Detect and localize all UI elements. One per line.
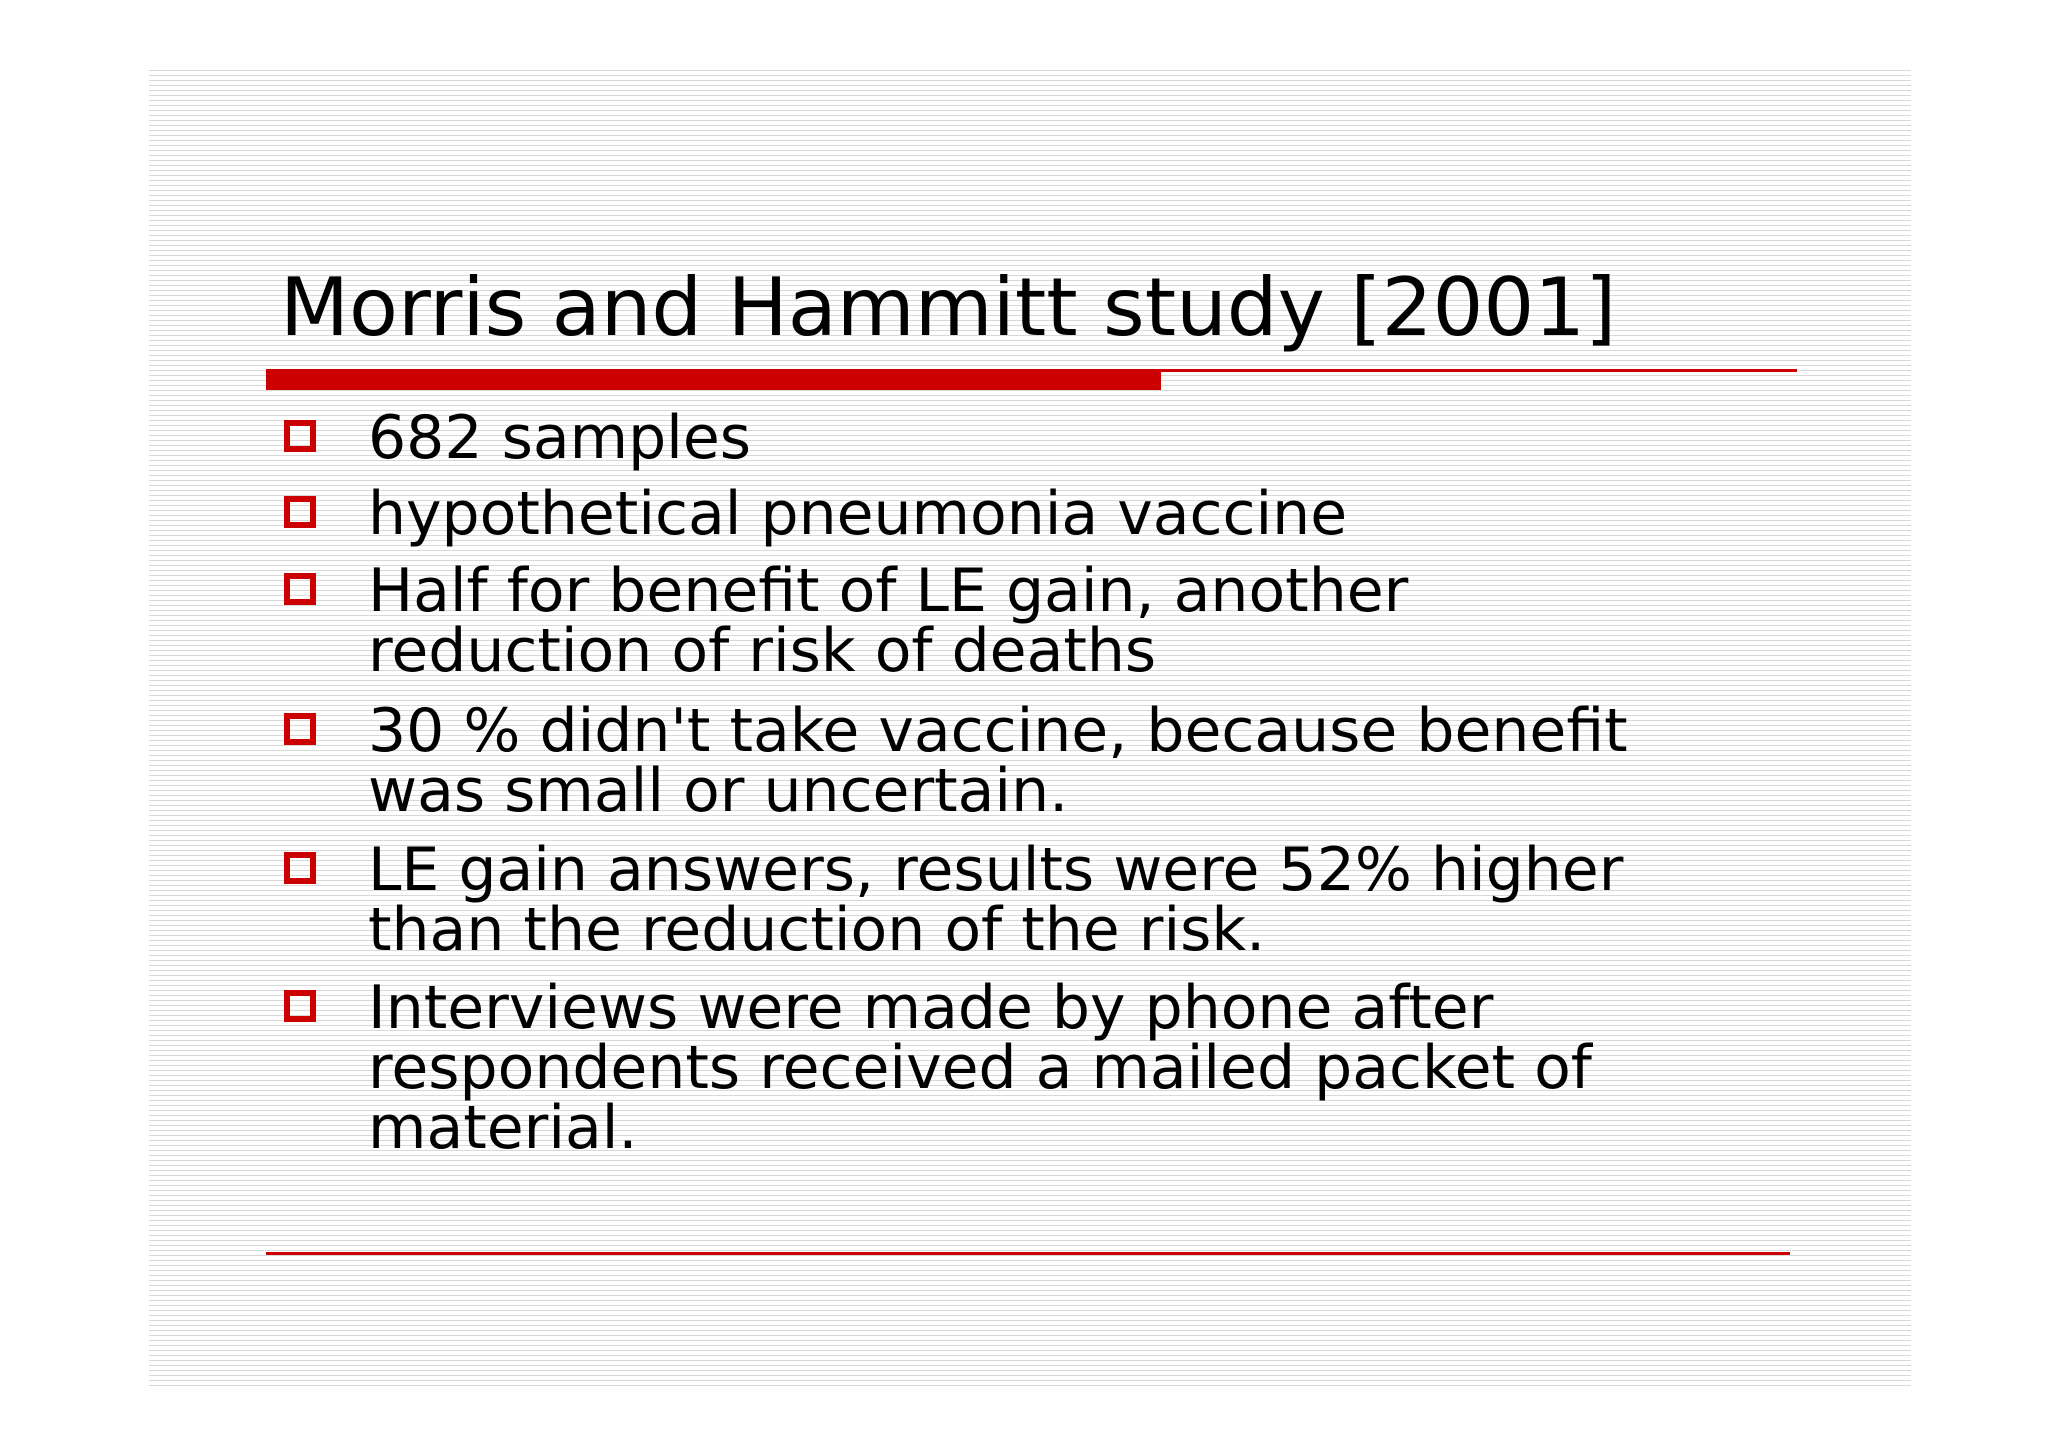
bullet-text: 30 % didn't take vaccine, because benefit was small or uncertain. xyxy=(368,696,1628,826)
bullet-text: 682 samples xyxy=(368,403,751,473)
bullet-text: LE gain answers, results were 52% higher than the reduction of the risk. xyxy=(368,835,1624,965)
hollow-square-icon xyxy=(284,990,316,1022)
hollow-square-icon xyxy=(284,713,316,745)
hollow-square-icon xyxy=(284,573,316,605)
title-underline-thick xyxy=(266,369,1161,390)
bullet-text: Half for benefit of LE gain, another reduction of risk of deaths xyxy=(368,556,1409,686)
hollow-square-icon xyxy=(284,420,316,452)
title-underline-thin xyxy=(1161,369,1797,372)
hollow-square-icon xyxy=(284,496,316,528)
bottom-rule xyxy=(266,1252,1790,1255)
slide-title: Morris and Hammitt study [2001] xyxy=(280,261,1617,354)
bullet-text: hypothetical pneumonia vaccine xyxy=(368,479,1348,549)
hollow-square-icon xyxy=(284,852,316,884)
bullet-text: Interviews were made by phone after respondents received a mailed packet of material. xyxy=(368,973,1592,1163)
